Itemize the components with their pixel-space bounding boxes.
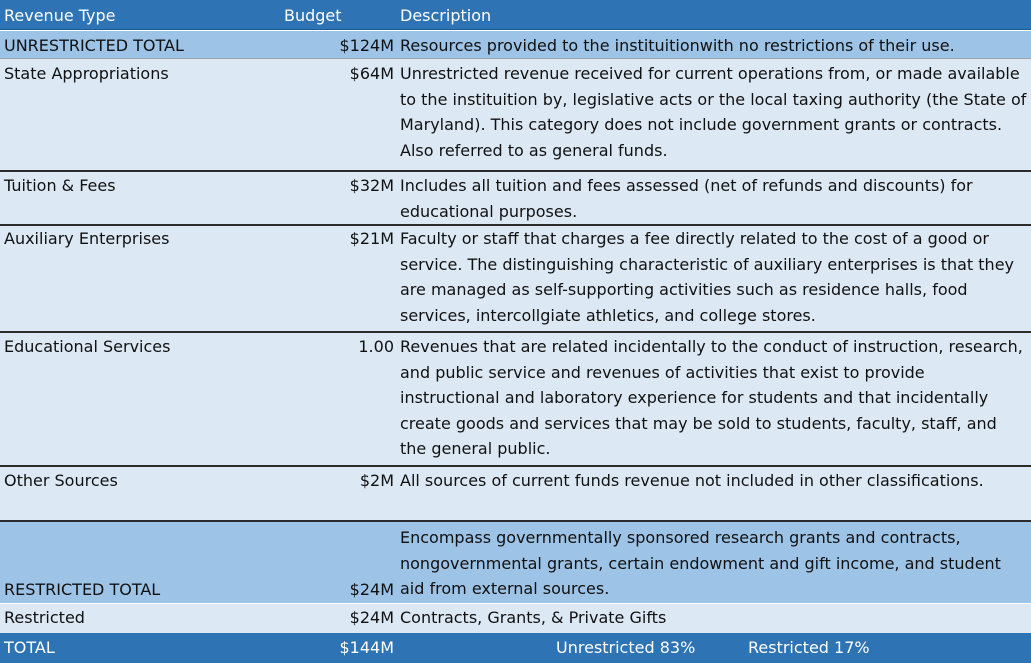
- header-revenue-type: Revenue Type: [4, 6, 116, 25]
- row-budget: $24M: [349, 608, 394, 627]
- total-budget: $144M: [339, 638, 394, 657]
- row-description: Encompass governmentally sponsored research grants and contracts, nongovernmental grants, certain endowment and gift income, and student aid from external sources.: [400, 528, 1001, 598]
- row-type: Educational Services: [4, 337, 171, 356]
- table-row-restricted-total: [0, 520, 1031, 603]
- row-description: All sources of current funds revenue not included in other classifications.: [400, 471, 984, 490]
- row-type: State Appropriations: [4, 64, 169, 83]
- row-description: Contracts, Grants, & Private Gifts: [400, 608, 667, 627]
- row-budget: $32M: [349, 176, 394, 195]
- row-description: Resources provided to the instituitionwith no restrictions of their use.: [400, 36, 955, 55]
- row-budget: $64M: [349, 64, 394, 83]
- row-budget: 1.00: [358, 337, 394, 356]
- header-budget: Budget: [284, 6, 342, 25]
- table-row-state-appropriations: [0, 58, 1031, 170]
- row-type: Other Sources: [4, 471, 118, 490]
- table-row-tuition-fees: [0, 170, 1031, 224]
- table-row-other-sources: [0, 465, 1031, 520]
- total-label: TOTAL: [4, 638, 55, 657]
- table-row-restricted: [0, 603, 1031, 633]
- table-header-row: [0, 0, 1031, 30]
- row-type: Restricted: [4, 608, 85, 627]
- row-budget: $124M: [339, 36, 394, 55]
- row-type: Auxiliary Enterprises: [4, 229, 170, 248]
- row-description: Revenues that are related incidentally to the conduct of instruction, research, and public service and revenues of activities that exist to provide instructional and laboratory experience for students and that incidentally create goods and services that may be sold to students, faculty, staff, and the general public.: [400, 337, 1023, 458]
- table-row-total: [0, 633, 1031, 663]
- header-description: Description: [400, 6, 492, 25]
- row-budget: $24M: [349, 580, 394, 599]
- row-type: UNRESTRICTED TOTAL: [4, 36, 184, 55]
- row-budget: $2M: [359, 471, 394, 490]
- row-budget: $21M: [349, 229, 394, 248]
- row-type: RESTRICTED TOTAL: [4, 580, 161, 599]
- table-row-educational-services: [0, 331, 1031, 465]
- table-row-auxiliary-enterprises: [0, 224, 1031, 331]
- total-unrestricted-share: Unrestricted 83%: [556, 638, 696, 657]
- row-description: Includes all tuition and fees assessed (net of refunds and discounts) for educational purposes.: [400, 176, 973, 221]
- total-restricted-share: Restricted 17%: [748, 638, 870, 657]
- table-row-unrestricted-total: [0, 30, 1031, 58]
- row-type: Tuition & Fees: [4, 176, 116, 195]
- row-description: Faculty or staff that charges a fee directly related to the cost of a good or service. The distinguishing characteristic of auxiliary enterprises is that they are managed as self-supporting activities such as residence halls, food services, intercollgiate athletics, and college stores.: [400, 229, 1014, 325]
- row-description: Unrestricted revenue received for current operations from, or made available to the instituition by, legislative acts or the local taxing authority (the State of Maryland). This category does not include government grants or contracts. Also referred to as general funds.: [400, 64, 1027, 160]
